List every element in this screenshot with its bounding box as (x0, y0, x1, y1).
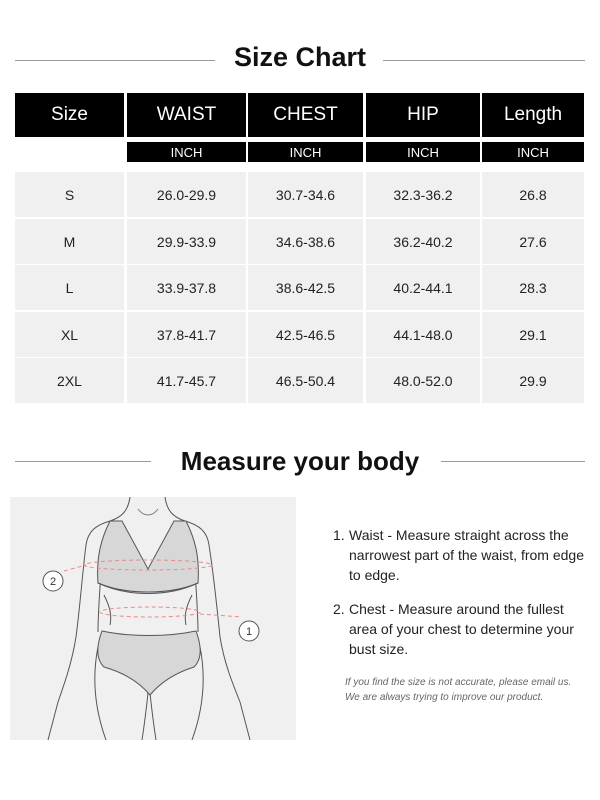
size-label-cell: M (15, 219, 124, 264)
marker-1-label: 1 (245, 626, 253, 638)
instruction-waist (333, 525, 595, 585)
measurement-cell: 40.2-44.1 (366, 265, 480, 310)
column-header: Length (482, 93, 584, 137)
unit-label: INCH (366, 142, 480, 162)
size-label-cell: 2XL (15, 358, 124, 403)
instruction-number: 2. (333, 601, 345, 617)
measurement-cell: 28.3 (482, 265, 584, 310)
body-outline-illustration (10, 497, 296, 740)
instruction-text: Waist - Measure straight across the narrowest part of the waist, from edge to edge. (349, 527, 584, 583)
measure-instructions (333, 525, 595, 673)
measurement-cell: 30.7-34.6 (248, 172, 363, 217)
unit-label: INCH (248, 142, 363, 162)
measurement-cell: 38.6-42.5 (248, 265, 363, 310)
instruction-chest (333, 599, 595, 659)
measurement-cell: 26.0-29.9 (127, 172, 246, 217)
column-header: WAIST (127, 93, 246, 137)
size-label-cell: S (15, 172, 124, 217)
column-header: CHEST (248, 93, 363, 137)
measurement-cell: 37.8-41.7 (127, 312, 246, 357)
instruction-number: 1. (333, 527, 345, 543)
measurement-cell: 34.6-38.6 (248, 219, 363, 264)
measurement-cell: 32.3-36.2 (366, 172, 480, 217)
instruction-text: Chest - Measure around the fullest area of your chest to determine your bust size. (349, 601, 574, 657)
measurement-cell: 26.8 (482, 172, 584, 217)
size-label-cell: L (15, 265, 124, 310)
size-label-cell: XL (15, 312, 124, 357)
marker-2-label: 2 (49, 576, 57, 588)
measurement-cell: 48.0-52.0 (366, 358, 480, 403)
body-diagram (10, 497, 296, 740)
unit-label: INCH (482, 142, 584, 162)
measurement-cell: 41.7-45.7 (127, 358, 246, 403)
measurement-cell: 46.5-50.4 (248, 358, 363, 403)
measure-title: Measure your body (180, 446, 420, 476)
unit-label: INCH (127, 142, 246, 162)
measurement-cell: 27.6 (482, 219, 584, 264)
measurement-cell: 29.9 (482, 358, 584, 403)
accuracy-note: If you find the size is not accurate, please email us. We are always trying to improve our product. (345, 677, 572, 703)
size-chart-title: Size Chart (233, 42, 367, 72)
measurement-cell: 29.9-33.9 (127, 219, 246, 264)
measurement-cell: 36.2-40.2 (366, 219, 480, 264)
measurement-cell: 42.5-46.5 (248, 312, 363, 357)
measurement-cell: 44.1-48.0 (366, 312, 480, 357)
measurement-cell: 29.1 (482, 312, 584, 357)
column-header: HIP (366, 93, 480, 137)
column-header: Size (15, 93, 124, 137)
measurement-cell: 33.9-37.8 (127, 265, 246, 310)
